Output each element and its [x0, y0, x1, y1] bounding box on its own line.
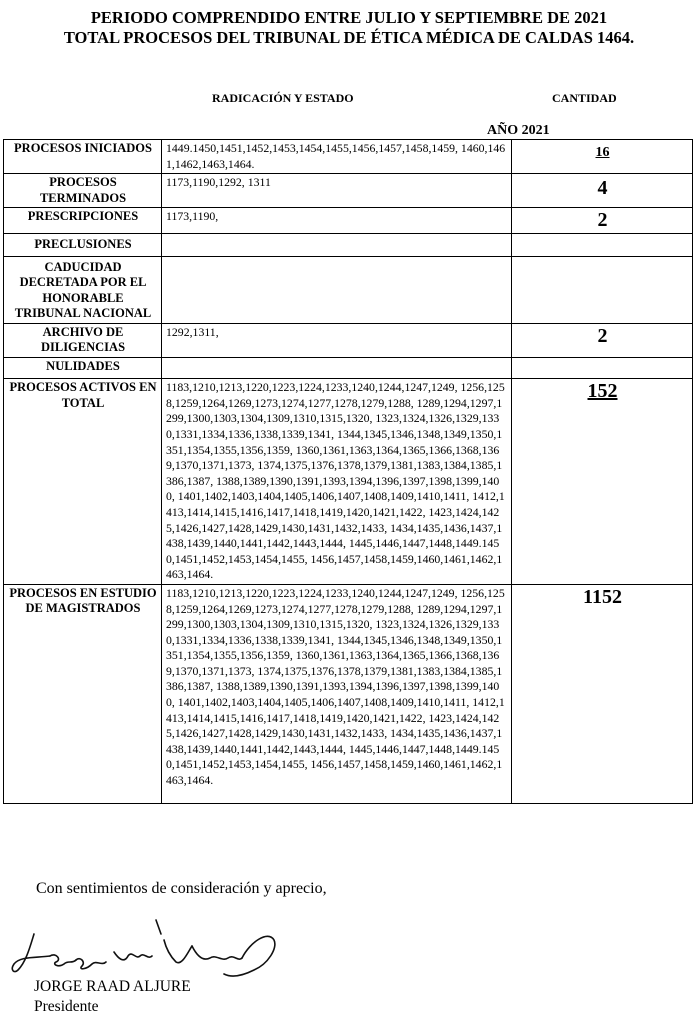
row-label: NULIDADES: [4, 357, 162, 379]
row-label: PROCESOS EN ESTUDIO DE MAGISTRADOS: [4, 584, 162, 803]
row-numbers: 1173,1190,: [162, 208, 512, 234]
table-row-nulidades: [4, 357, 693, 379]
title-line-1: PERIODO COMPRENDIDO ENTRE JULIO Y SEPTIEMBRE DE 2021: [90, 8, 608, 27]
table-row-preclusiones: [4, 234, 693, 257]
year-label: AÑO 2021: [487, 123, 550, 138]
row-numbers: [162, 357, 512, 379]
row-label: PRESCRIPCIONES: [4, 208, 162, 234]
row-label: PROCESOS ACTIVOS EN TOTAL: [4, 379, 162, 585]
row-quantity: 16: [595, 145, 610, 160]
signer-role: Presidente: [34, 998, 99, 1015]
row-numbers: 1183,1210,1213,1220,1223,1224,1233,1240,1244,1247,1249, 1256,1258,1259,1264,1269,1273,1274,1277,1278,1279,1288, 1289,1294,1297,1299,1300,1303,1304,1309,1310,1315,1320, 1323,1324,1326,1329,1330,1331,1334,1336,1338,1339,1341, 1344,1345,1346,1348,1349,1350,1351,1354,1355,1356,1359, 1360,1361,1363,1364,1365,1366,1368,1369,1370,1371,1373, 1374,1375,1376,1378,1379,1381,1383,1384,1385,1386,1387, 1388,1389,1390,1391,1393,1394,1396,1397,1398,1399,1400, 1401,1402,1403,1404,1405,1406,1407,1408,1409,1410,1411, 1412,1413,1414,1415,1416,1417,1418,1419,1420,1421,1422, 1423,1424,1425,1426,1427,1428,1429,1430,1431,1432,1433, 1434,1435,1436,1437,1438,1439,1440,1441,1442,1443,1444, 1445,1446,1447,1448,1449.1450,1451,1452,1453,1454,1455, 1456,1457,1458,1459,1460,1461,1462,1463,1464.: [162, 584, 512, 803]
row-numbers: 1292,1311,: [162, 323, 512, 357]
table-row-procesos-terminados: [4, 174, 693, 208]
row-quantity: [512, 256, 693, 323]
table-row-archivo-diligencias: [4, 323, 693, 357]
row-numbers: [162, 234, 512, 257]
row-quantity: 2: [597, 209, 608, 232]
column-header-radicacion: RADICACIÓN Y ESTADO: [212, 91, 354, 105]
row-numbers: 1449.1450,1451,1452,1453,1454,1455,1456,1457,1458,1459, 1460,1461,1462,1463,1464.: [162, 140, 512, 174]
row-numbers: [162, 256, 512, 323]
table-row-prescripciones: [4, 208, 693, 234]
row-label: CADUCIDAD DECRETADA POR EL HONORABLE TRIBUNAL NACIONAL: [4, 256, 162, 323]
table-row-procesos-iniciados: [4, 140, 693, 174]
closing-text: Con sentimientos de consideración y aprecio,: [36, 880, 327, 897]
document-title: [0, 8, 698, 48]
table-row-procesos-en-estudio: [4, 584, 693, 803]
column-header-cantidad: CANTIDAD: [552, 91, 617, 105]
row-numbers: 1183,1210,1213,1220,1223,1224,1233,1240,1244,1247,1249, 1256,1258,1259,1264,1269,1273,1274,1277,1278,1279,1288, 1289,1294,1297,1299,1300,1303,1304,1309,1310,1315,1320, 1323,1324,1326,1329,1330,1331,1334,1336,1338,1339,1341, 1344,1345,1346,1348,1349,1350,1351,1354,1355,1356,1359, 1360,1361,1363,1364,1365,1366,1368,1369,1370,1371,1373, 1374,1375,1376,1378,1379,1381,1383,1384,1385,1386,1387, 1388,1389,1390,1391,1393,1394,1396,1397,1398,1399,1400, 1401,1402,1403,1404,1405,1406,1407,1408,1409,1410,1411, 1412,1413,1414,1415,1416,1417,1418,1419,1420,1421,1422, 1423,1424,1425,1426,1427,1428,1429,1430,1431,1432,1433, 1434,1435,1436,1437,1438,1439,1440,1441,1442,1443,1444, 1445,1446,1447,1448,1449.1450,1451,1452,1453,1454,1455, 1456,1457,1458,1459,1460,1461,1462,1463,1464.: [162, 379, 512, 585]
process-table: [3, 139, 693, 804]
row-label: PROCESOS INICIADOS: [4, 140, 162, 174]
row-label: PROCESOS TERMINADOS: [4, 174, 162, 208]
row-label: ARCHIVO DE DILIGENCIAS: [4, 323, 162, 357]
row-quantity: 2: [597, 324, 608, 347]
row-quantity: 4: [597, 177, 608, 200]
row-quantity: [512, 357, 693, 379]
table-row-procesos-activos: [4, 379, 693, 585]
row-label: PRECLUSIONES: [4, 234, 162, 257]
row-quantity: [512, 234, 693, 257]
table-row-caducidad: [4, 256, 693, 323]
row-numbers: 1173,1190,1292, 1311: [162, 174, 512, 208]
title-line-2: TOTAL PROCESOS DEL TRIBUNAL DE ÉTICA MÉDICA DE CALDAS 1464.: [63, 28, 635, 47]
row-quantity: 152: [587, 380, 618, 403]
row-quantity: 1152: [583, 585, 622, 608]
signer-name: JORGE RAAD ALJURE: [34, 978, 191, 995]
